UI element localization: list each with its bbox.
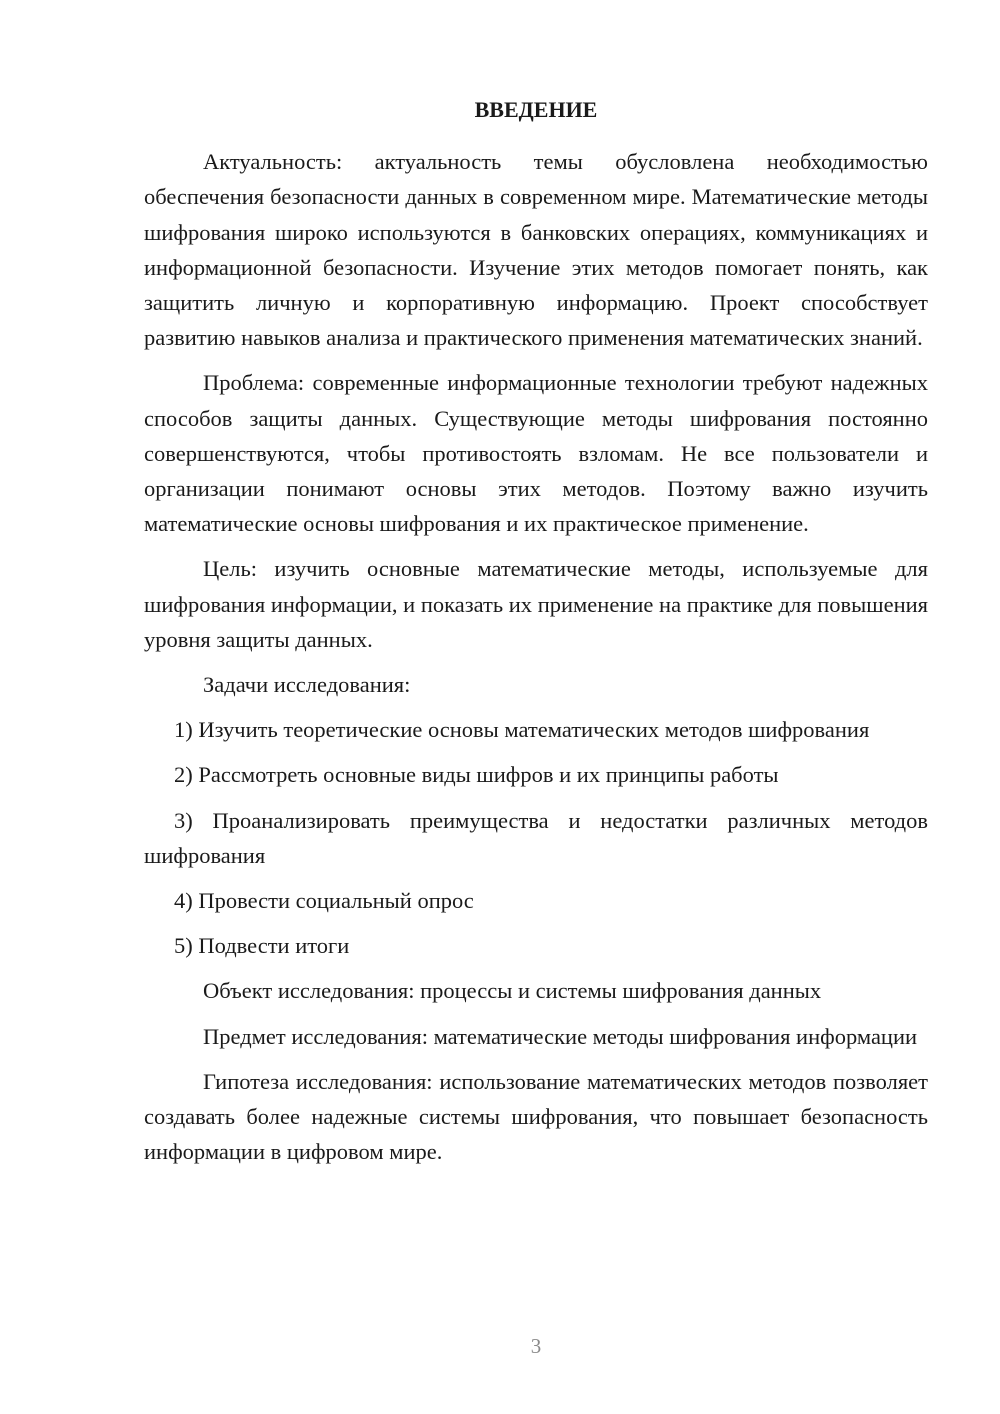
- task-item-4: 4) Провести социальный опрос: [174, 888, 474, 914]
- task-item-5: 5) Подвести итоги: [174, 933, 350, 959]
- paragraph-relevance: Актуальность: актуальность темы обусловлена необходимостью обеспечения безопасности данных в современном мире. Математические методы шифрования широко используются в банковских операциях, коммуникациях и информационной безопасности. Изучение этих методов помогает понять, как защитить личную и корпоративную информацию. Проект способствует развитию навыков анализа и практического применения математических знаний.: [144, 149, 928, 351]
- paragraph-object: Объект исследования: процессы и системы шифрования данных: [203, 978, 822, 1004]
- task-item-1: 1) Изучить теоретические основы математических методов шифрования: [174, 717, 870, 743]
- task-item-2: 2) Рассмотреть основные виды шифров и их принципы работы: [174, 762, 779, 788]
- paragraph-goal: Цель: изучить основные математические методы, используемые для шифрования информации, и показать их применение на практике для повышения уровня защиты данных.: [144, 556, 928, 652]
- section-title: ВВЕДЕНИЕ: [474, 97, 598, 122]
- task-item-3: 3) Проанализировать преимущества и недостатки различных методов шифрования: [144, 807, 928, 868]
- tasks-heading: Задачи исследования:: [203, 672, 411, 698]
- paragraph-problem: Проблема: современные информационные технологии требуют надежных способов защиты данных. Существующие методы шифрования постоянно совершенствуются, чтобы противостоять взломам. Не все пользователи и организации понимают основы этих методов. Поэтому важно изучить математические основы шифрования и их практическое применение.: [144, 370, 928, 537]
- paragraph-subject: Предмет исследования: математические методы шифрования информации: [203, 1023, 918, 1049]
- document-page: [144, 92, 928, 1169]
- paragraph-hypothesis: Гипотеза исследования: использование математических методов позволяет создавать более надежные системы шифрования, что повышает безопасность информации в цифровом мире.: [144, 1068, 928, 1165]
- page-number: 3: [530, 1334, 542, 1358]
